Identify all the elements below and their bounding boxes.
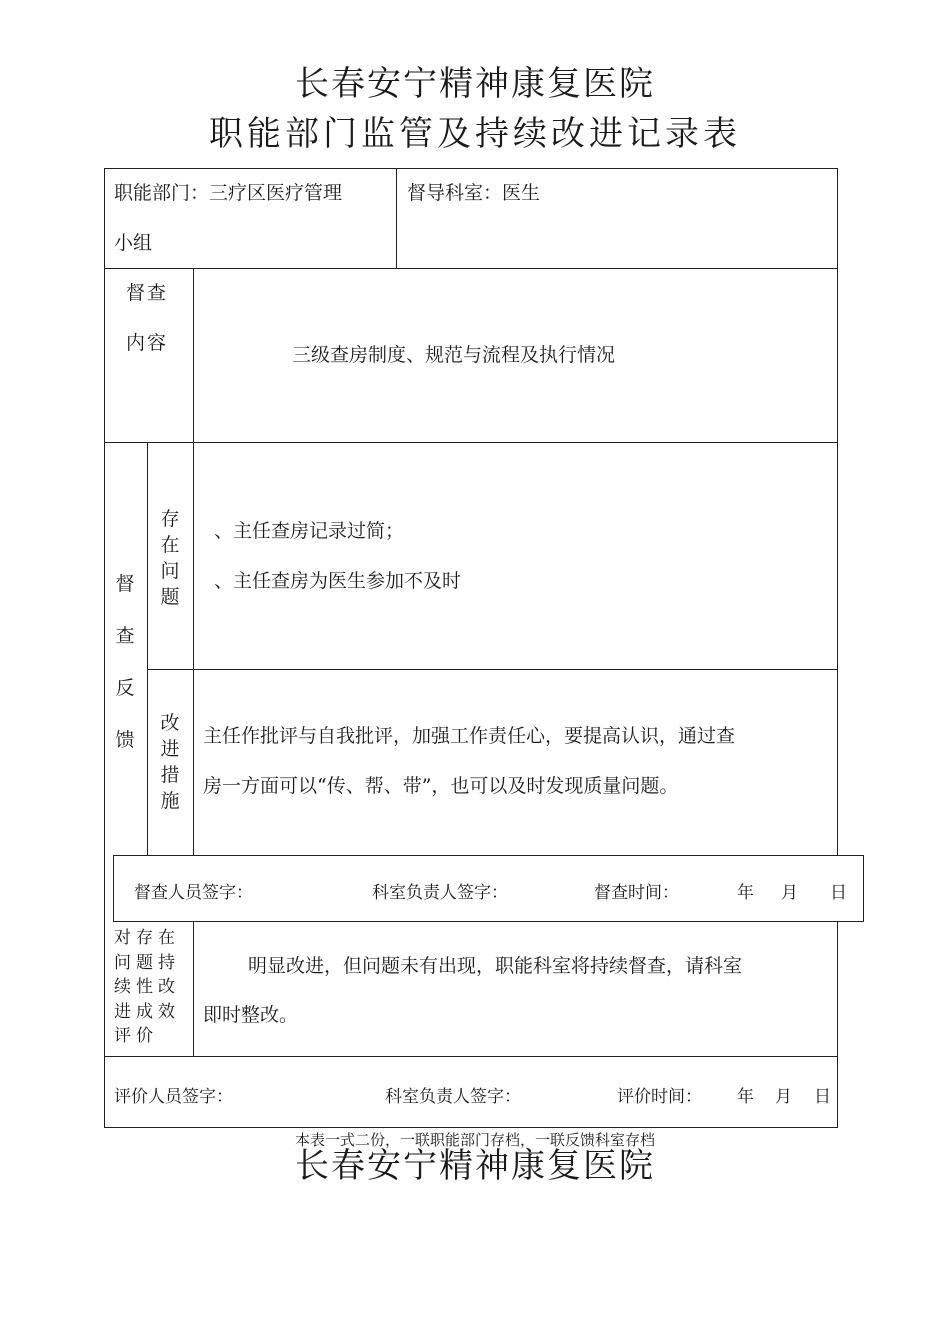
- table-rule: [104, 442, 838, 443]
- table-rule: [104, 268, 838, 269]
- evaluator-signature: 评价人员签字：: [114, 1087, 233, 1107]
- dept-head-signature: 科室负责人签字：: [372, 883, 508, 903]
- form-title: 职能部门监管及持续改进记录表: [209, 114, 741, 154]
- year-label: 年: [737, 1087, 754, 1107]
- content-label-2: 内容: [126, 332, 169, 354]
- inspection-time: 督查时间：: [594, 883, 679, 903]
- content-value: 三级查房制度、规范与流程及执行情况: [292, 344, 616, 366]
- footer-note: 本表一式二份，一联职能部门存档，一联反馈科室存档: [294, 1131, 655, 1149]
- evaluation-text: 即时整改。: [203, 1004, 299, 1026]
- month-label: 月: [775, 1087, 792, 1107]
- evaluation-text: 明显改进，但问题未有出现，职能科室将持续督查，请科室: [248, 955, 743, 977]
- inspector-signature: 督查人员签字：: [134, 883, 253, 903]
- table-rule: [147, 442, 148, 855]
- measures-text: 房一方面可以“传、帮、带”，也可以及时发现质量问题。: [203, 775, 679, 797]
- table-rule: [193, 922, 194, 1056]
- evaluation-time: 评价时间：: [617, 1087, 702, 1107]
- problem-item: 、主任查房为医生参加不及时: [214, 570, 462, 592]
- table-rule: [104, 1056, 838, 1057]
- dept-head-signature: 科室负责人签字：: [385, 1087, 521, 1107]
- month-label: 月: [781, 883, 798, 903]
- feedback-label: 督 查 反 馈: [115, 573, 135, 751]
- hospital-title: 长春安宁精神康复医院: [295, 64, 655, 104]
- record-table: [104, 168, 838, 1128]
- day-label: 日: [814, 1087, 831, 1107]
- table-rule: [193, 268, 194, 855]
- year-label: 年: [737, 883, 754, 903]
- dept-field: 职能部门：三疗区医疗管理: [114, 182, 343, 204]
- measures-text: 主任作批评与自我批评，加强工作责任心，要提高认识，通过查: [203, 725, 736, 747]
- supervised-dept-field: 督导科室：医生: [407, 182, 541, 204]
- content-label-1: 督查: [126, 282, 169, 304]
- problems-label: 存 在 问 题: [160, 508, 180, 608]
- table-rule: [396, 168, 397, 268]
- problem-item: 、主任查房记录过简；: [214, 520, 405, 542]
- dept-field-cont: 小组: [114, 232, 153, 254]
- day-label: 日: [830, 883, 847, 903]
- evaluation-label: 对存在 问题持 续性改 进成效 评价: [114, 928, 180, 1046]
- measures-label: 改 进 措 施: [160, 712, 180, 812]
- hospital-title-repeat: 长春安宁精神康复医院: [295, 1146, 655, 1186]
- table-rule: [147, 669, 838, 670]
